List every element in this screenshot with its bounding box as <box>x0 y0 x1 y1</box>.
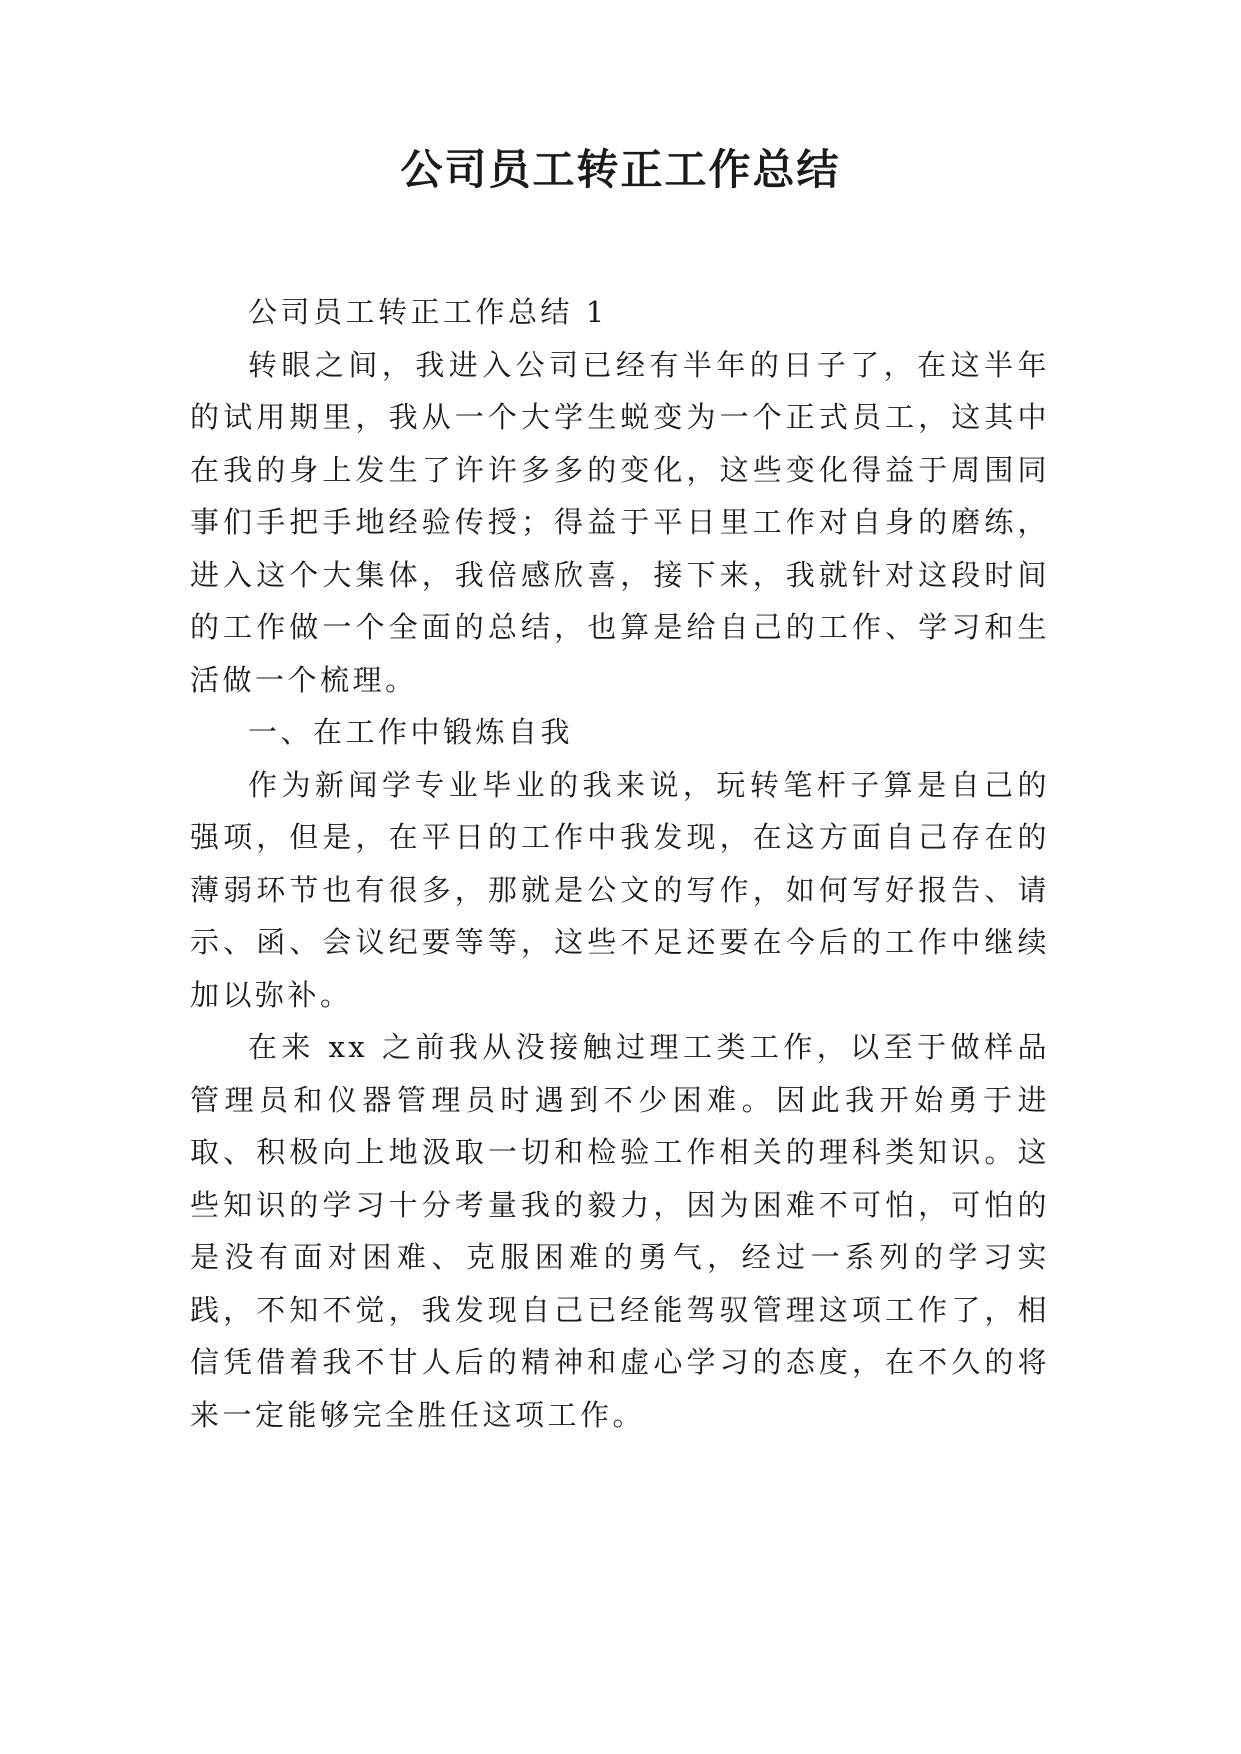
intro-paragraph: 转眼之间，我进入公司已经有半年的日子了，在这半年的试用期里，我从一个大学生蜕变为一个正式员工，这其中在我的身上发生了许许多多的变化，这些变化得益于周围同事们手把手地经验传授；得益于平日里工作对自身的磨练，进入这个大集体，我倍感欣喜，接下来，我就针对这段时间的工作做一个全面的总结，也算是给自己的工作、学习和生活做一个梳理。 <box>190 347 1050 697</box>
body-paragraph: 作为新闻学专业毕业的我来说，玩转笔杆子算是自己的强项，但是，在平日的工作中我发现，在这方面自己存在的薄弱环节也有很多，那就是公文的写作，如何写好报告、请示、函、会议纪要等等，这些不足还要在今后的工作中继续加以弥补。 <box>190 767 1050 1012</box>
document-title: 公司员工转正工作总结 <box>400 145 841 194</box>
subtitle-paragraph: 公司员工转正工作总结 1 <box>248 295 608 329</box>
body-paragraph: 在来 xx 之前我从没接触过理工类工作，以至于做样品管理员和仪器管理员时遇到不少困难。因此我开始勇于进取、积极向上地汲取一切和检验工作相关的理科类知识。这些知识的学习十分考量我的毅力，因为困难不可怕，可怕的是没有面对困难、克服困难的勇气，经过一系列的学习实践，不知不觉，我发现自己已经能驾驭管理这项工作了，相信凭借着我不甘人后的精神和虚心学习的态度，在不久的将来一定能够完全胜任这项工作。 <box>190 1030 1050 1432</box>
document-body <box>190 286 1050 1441</box>
section-heading: 一、在工作中锻炼自我 <box>248 715 574 749</box>
